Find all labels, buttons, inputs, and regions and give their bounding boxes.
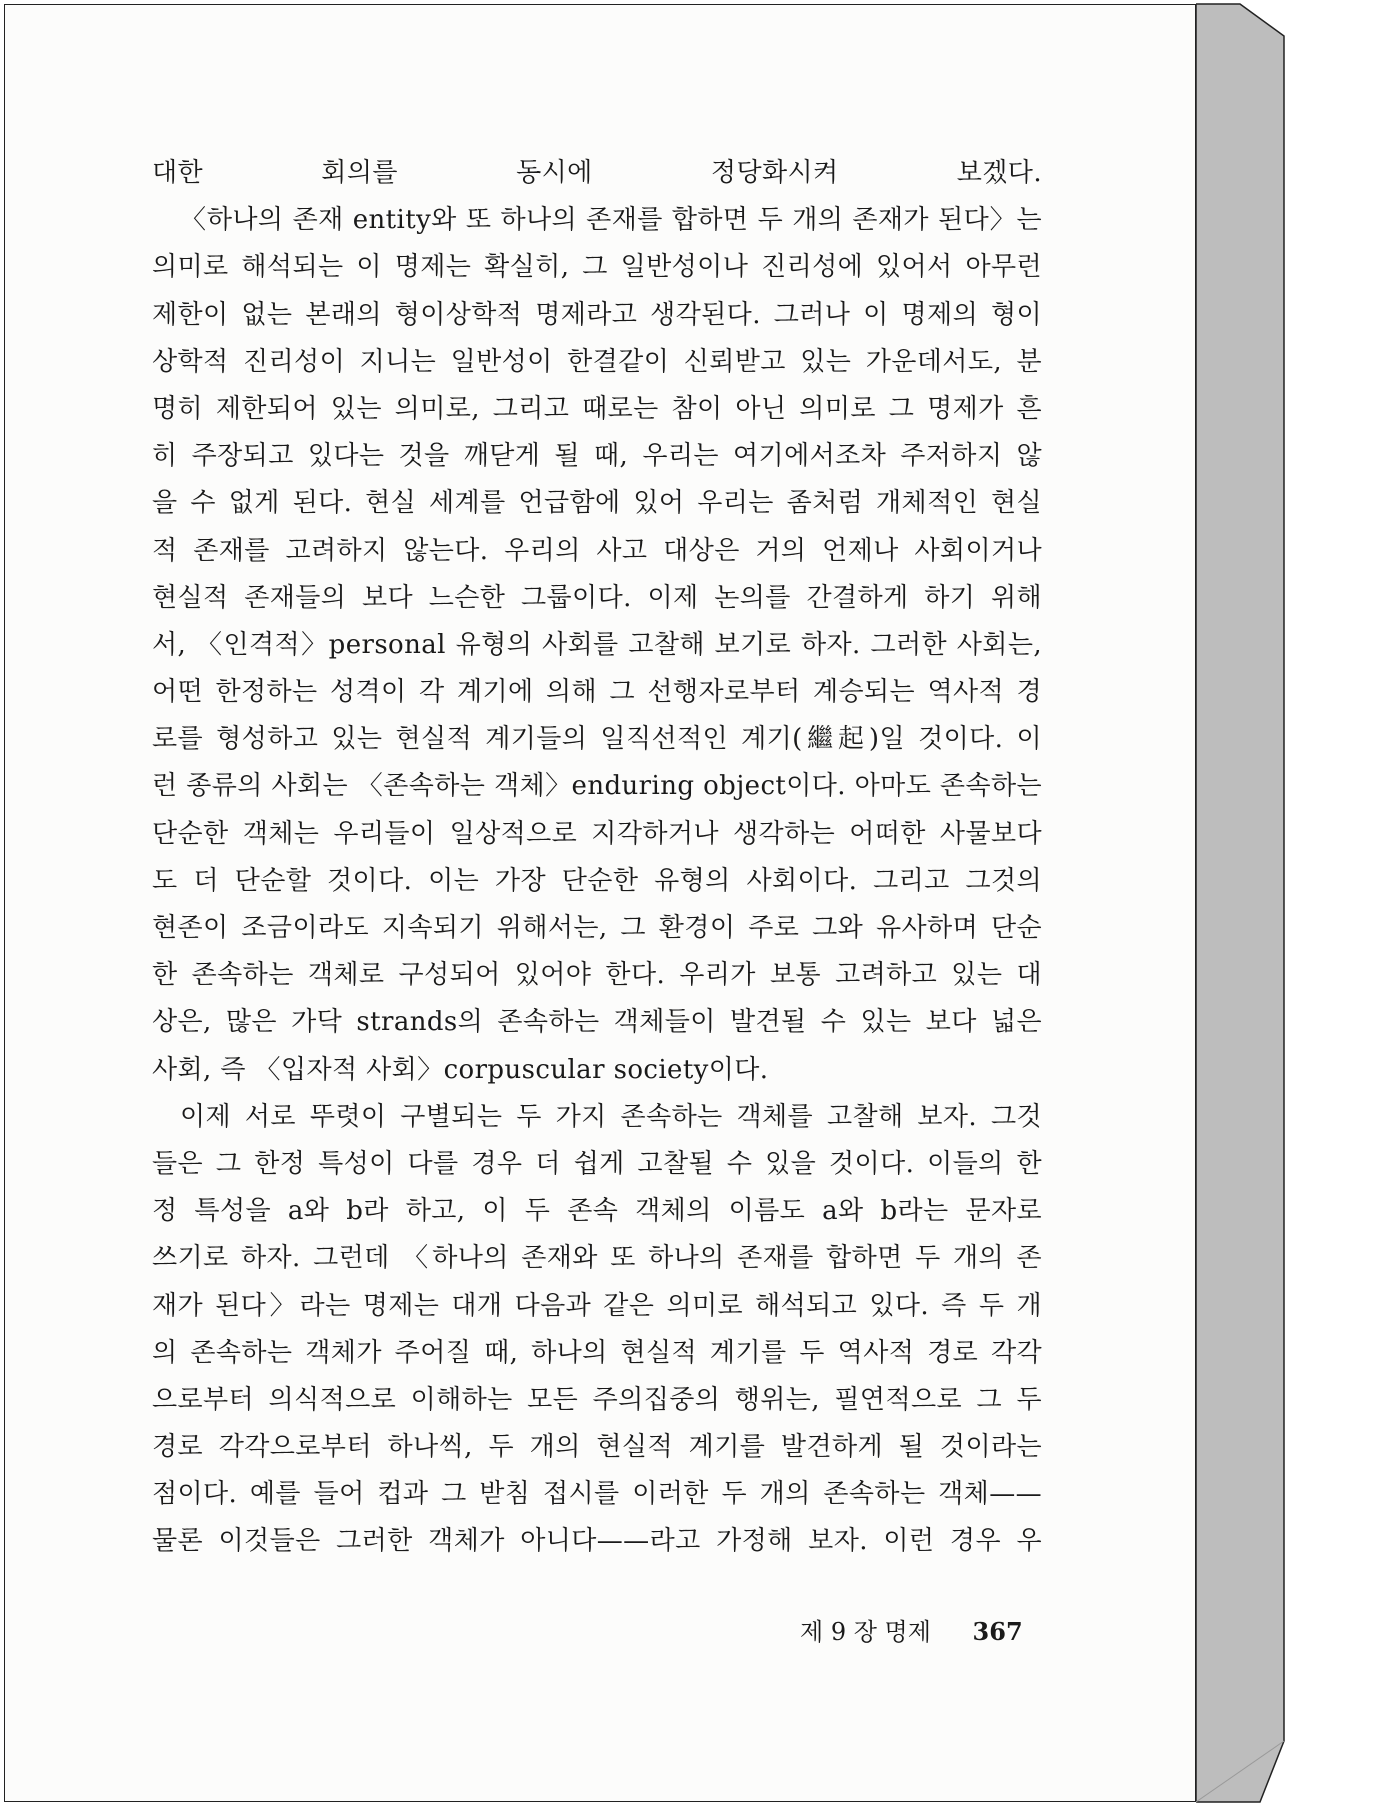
text-line: 을 수 없게 된다. 현실 세계를 언급함에 있어 우리는 좀처럼 개체적인 현실 — [152, 488, 1042, 519]
text-line: 도 더 단순할 것이다. 이는 가장 단순한 유형의 사회이다. 그리고 그것의 — [152, 865, 1042, 896]
text-line: 의미로 해석되는 이 명제는 확실히, 그 일반성이나 진리성에 있어서 아무런 — [152, 252, 1042, 283]
text-line: 〈하나의 존재 entity와 또 하나의 존재를 합하면 두 개의 존재가 된다〉는 — [180, 205, 1042, 236]
text-line: 로를 형성하고 있는 현실적 계기들의 일직선적인 계기(繼起)일 것이다. 이 — [152, 724, 1042, 755]
text-line: 상학적 진리성이 지니는 일반성이 한결같이 신뢰받고 있는 가운데서도, 분 — [152, 346, 1042, 377]
text-line: 명히 제한되어 있는 의미로, 그리고 때로는 참이 아닌 의미로 그 명제가 흔 — [152, 393, 1042, 424]
text-line: 현존이 조금이라도 지속되기 위해서는, 그 환경이 주로 그와 유사하며 단순 — [152, 913, 1042, 943]
text-line: 제한이 없는 본래의 형이상학적 명제라고 생각된다. 그러나 이 명제의 형이 — [152, 299, 1042, 330]
text-line: 경로 각각으로부터 하나씩, 두 개의 현실적 계기를 발견하게 될 것이라는 — [152, 1432, 1042, 1463]
text-line: 이제 서로 뚜렷이 구별되는 두 가지 존속하는 객체를 고찰해 보자. 그것 — [180, 1101, 1042, 1132]
text-line: 정 특성을 a와 b라 하고, 이 두 존속 객체의 이름도 a와 b라는 문자로 — [152, 1196, 1042, 1227]
chapter-title: 제 9 장 명제 — [800, 1618, 931, 1646]
text-line: 적 존재를 고려하지 않는다. 우리의 사고 대상은 거의 언제나 사회이거나 — [152, 535, 1042, 566]
text-line: 쓰기로 하자. 그런데 〈하나의 존재와 또 하나의 존재를 합하면 두 개의 존 — [152, 1243, 1042, 1274]
body-text — [152, 150, 1042, 1566]
text-line: 어떤 한정하는 성격이 각 계기에 의해 그 선행자로부터 계승되는 역사적 경 — [152, 677, 1042, 708]
text-line: 점이다. 예를 들어 컵과 그 받침 접시를 이러한 두 개의 존속하는 객체—— — [152, 1479, 1042, 1510]
text-line: 상은, 많은 가닥 strands의 존속하는 객체들이 발견될 수 있는 보다 넓은 — [152, 1007, 1042, 1038]
page-number: 367 — [972, 1617, 1023, 1646]
text-line: 재가 된다〉라는 명제는 대개 다음과 같은 의미로 해석되고 있다. 즉 두 개 — [152, 1290, 1042, 1321]
text-line: 들은 그 한정 특성이 다를 경우 더 쉽게 고찰될 수 있을 것이다. 이들의 한 — [152, 1148, 1042, 1179]
book-edge-thickness — [1196, 0, 1375, 1806]
text-line: 단순한 객체는 우리들이 일상적으로 지각하거나 생각하는 어떠한 사물보다 — [152, 818, 1042, 849]
text-line: 한 존속하는 객체로 구성되어 있어야 한다. 우리가 보통 고려하고 있는 대 — [152, 960, 1042, 991]
page-footer — [800, 1612, 1023, 1647]
text-line: 의 존속하는 객체가 주어질 때, 하나의 현실적 계기를 두 역사적 경로 각각 — [152, 1337, 1042, 1368]
text-line: 히 주장되고 있다는 것을 깨닫게 될 때, 우리는 여기에서조차 주저하지 않 — [152, 441, 1042, 472]
text-line: 사회, 즉 〈입자적 사회〉corpuscular society이다. — [152, 1054, 769, 1085]
text-line: 으로부터 의식적으로 이해하는 모든 주의집중의 행위는, 필연적으로 그 두 — [152, 1384, 1042, 1415]
text-line: 현실적 존재들의 보다 느슨한 그룹이다. 이제 논의를 간결하게 하기 위해 — [152, 582, 1042, 613]
text-line: 물론 이것들은 그러한 객체가 아니다——라고 가정해 보자. 이런 경우 우 — [152, 1526, 1042, 1557]
text-line: 서, 〈인격적〉personal 유형의 사회를 고찰해 보기로 하자. 그러한 사회는, — [152, 629, 1042, 660]
text-line: 대한 회의를 동시에 정당화시켜 보겠다. — [152, 158, 1042, 188]
text-line: 런 종류의 사회는 〈존속하는 객체〉enduring object이다. 아마도 존속하는 — [152, 771, 1042, 802]
